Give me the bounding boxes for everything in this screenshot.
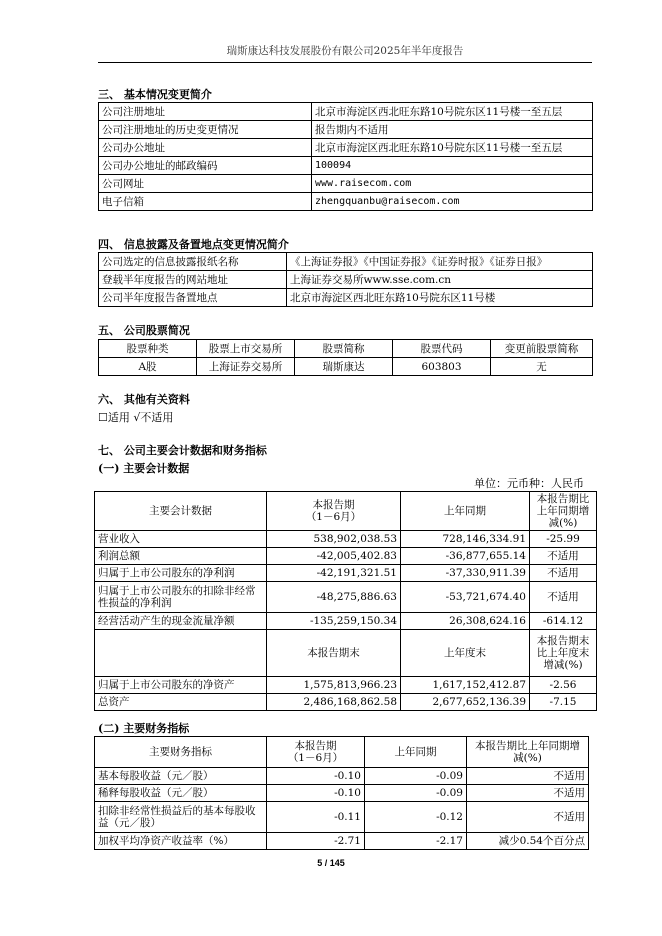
section-3-title: 三、 基本情况变更简介 — [98, 88, 212, 101]
value-cell: 瑞斯康达 — [295, 358, 393, 376]
disclosure-table — [98, 252, 593, 307]
value-cell: -37,330,911.39 — [401, 565, 530, 582]
table-row — [99, 139, 593, 157]
column-header: 上年度末 — [401, 630, 530, 677]
table-row — [99, 121, 593, 139]
value-cell: 减少0.54个百分点 — [467, 833, 589, 850]
label-cell: 公司半年度报告备置地点 — [99, 289, 287, 307]
table-row — [95, 613, 597, 630]
column-header: 本报告期比上年同期增减(%) — [467, 737, 589, 768]
value-cell: -2.71 — [267, 833, 365, 850]
table-row — [99, 358, 593, 376]
value-cell: -2.56 — [530, 677, 597, 694]
label-cell: 公司选定的信息披露报纸名称 — [99, 253, 287, 271]
column-header: 本报告期末比上年度末增减(%) — [530, 630, 597, 677]
value-cell: 北京市海淀区西北旺东路10号院东区11号楼 — [287, 289, 593, 307]
column-header: 股票代码 — [393, 340, 491, 358]
value-cell: 538,902,038.53 — [267, 531, 401, 548]
table-row — [99, 271, 593, 289]
section-5-title: 五、 公司股票简况 — [98, 324, 190, 337]
table-row — [95, 768, 589, 785]
value-cell: 2,677,652,136.39 — [401, 694, 530, 711]
value-cell: www.raisecom.com — [312, 175, 593, 193]
column-header: 本报告期 （1－6月） — [267, 737, 365, 768]
value-cell: 不适用 — [530, 582, 597, 613]
label-cell: 登载半年度报告的网站地址 — [99, 271, 287, 289]
section-6-title: 六、 其他有关资料 — [98, 393, 190, 406]
table-row — [95, 531, 597, 548]
value-cell: -2.17 — [365, 833, 467, 850]
value-cell: 不适用 — [530, 565, 597, 582]
basic-info-table — [98, 102, 593, 211]
value-cell: 报告期内不适用 — [312, 121, 593, 139]
value-cell: 上海证券交易所www.sse.com.cn — [287, 271, 593, 289]
label-cell: 公司注册地址的历史变更情况 — [99, 121, 312, 139]
value-cell: 北京市海淀区西北旺东路10号院东区11号楼一至五层 — [312, 103, 593, 121]
value-cell: 603803 — [393, 358, 491, 376]
table-row — [99, 289, 593, 307]
table-row — [99, 175, 593, 193]
label-cell: 基本每股收益（元／股） — [95, 768, 267, 785]
value-cell: -614.12 — [530, 613, 597, 630]
label-cell: 归属于上市公司股东的净资产 — [95, 677, 267, 694]
label-cell: 加权平均净资产收益率（%） — [95, 833, 267, 850]
page-header: 瑞斯康达科技发展股份有限公司2025年半年度报告 — [226, 45, 464, 57]
value-cell: -36,877,655.14 — [401, 548, 530, 565]
table-row — [95, 694, 597, 711]
table-row — [99, 157, 593, 175]
stock-table — [98, 339, 593, 376]
accounting-data-table — [94, 491, 597, 711]
value-cell: -0.11 — [267, 802, 365, 833]
value-cell: -48,275,886.63 — [267, 582, 401, 613]
label-cell: 营业收入 — [95, 531, 267, 548]
label-cell: 公司办公地址 — [99, 139, 312, 157]
column-header: 主要财务指标 — [95, 737, 267, 768]
value-cell: -42,191,321.51 — [267, 565, 401, 582]
label-cell: 利润总额 — [95, 548, 267, 565]
value-cell: -0.09 — [365, 768, 467, 785]
table-header-row — [95, 630, 597, 677]
table-row — [99, 103, 593, 121]
label-cell: 公司办公地址的邮政编码 — [99, 157, 312, 175]
value-cell: 2,486,168,862.58 — [267, 694, 401, 711]
table-row — [95, 785, 589, 802]
value-cell: -53,721,674.40 — [401, 582, 530, 613]
column-header: 变更前股票简称 — [491, 340, 593, 358]
value-cell: 1,617,152,412.87 — [401, 677, 530, 694]
column-header: 股票种类 — [99, 340, 197, 358]
header-rule — [98, 62, 592, 63]
value-cell: 1,575,813,966.23 — [267, 677, 401, 694]
value-cell: -0.12 — [365, 802, 467, 833]
table-row — [95, 548, 597, 565]
section-7-title: 七、 公司主要会计数据和财务指标 — [98, 444, 267, 457]
label-cell: 经营活动产生的现金流量净额 — [95, 613, 267, 630]
column-header: 本报告期比上年同期增减(%) — [530, 492, 597, 531]
value-cell: zhengquanbu@raisecom.com — [312, 193, 593, 211]
financial-indicators-table — [94, 736, 589, 850]
column-header: 上年同期 — [401, 492, 530, 531]
table-row — [99, 193, 593, 211]
value-cell: 《上海证券报》《中国证券报》《证券时报》《证券日报》 — [287, 253, 593, 271]
label-cell: 稀释每股收益（元／股） — [95, 785, 267, 802]
table-row — [99, 253, 593, 271]
label-cell: 归属于上市公司股东的净利润 — [95, 565, 267, 582]
page-number: 5 / 145 — [317, 858, 345, 868]
section-7-1-title: (一) 主要会计数据 — [98, 462, 190, 475]
value-cell: 不适用 — [467, 802, 589, 833]
label-cell: 公司网址 — [99, 175, 312, 193]
table-header-row — [99, 340, 593, 358]
value-cell: 不适用 — [530, 548, 597, 565]
label-cell: 归属于上市公司股东的扣除非经常性损益的净利润 — [95, 582, 267, 613]
value-cell: 26,308,624.16 — [401, 613, 530, 630]
table-row — [95, 582, 597, 613]
table-row — [95, 677, 597, 694]
value-cell: -25.99 — [530, 531, 597, 548]
label-cell: 扣除非经常性损益后的基本每股收益（元／股） — [95, 802, 267, 833]
section-6-options: ☐适用 √不适用 — [98, 411, 174, 424]
column-header: 股票简称 — [295, 340, 393, 358]
value-cell: 不适用 — [467, 768, 589, 785]
section-4-title: 四、 信息披露及备置地点变更情况简介 — [98, 238, 289, 251]
table-header-row — [95, 492, 597, 531]
value-cell: -42,005,402.83 — [267, 548, 401, 565]
value-cell: -7.15 — [530, 694, 597, 711]
value-cell: -0.09 — [365, 785, 467, 802]
label-cell: 总资产 — [95, 694, 267, 711]
value-cell: A股 — [99, 358, 197, 376]
table-row — [95, 565, 597, 582]
column-header: 本报告期末 — [267, 630, 401, 677]
value-cell: -135,259,150.34 — [267, 613, 401, 630]
table-row — [95, 802, 589, 833]
value-cell: 不适用 — [467, 785, 589, 802]
column-header: 本报告期 （1－6月） — [267, 492, 401, 531]
blank-cell — [95, 630, 267, 677]
value-cell: 北京市海淀区西北旺东路10号院东区11号楼一至五层 — [312, 139, 593, 157]
label-cell: 公司注册地址 — [99, 103, 312, 121]
column-header: 上年同期 — [365, 737, 467, 768]
value-cell: 上海证券交易所 — [197, 358, 295, 376]
unit-label: 单位：元币种：人民币 — [474, 477, 584, 490]
value-cell: -0.10 — [267, 768, 365, 785]
column-header: 股票上市交易所 — [197, 340, 295, 358]
value-cell: 无 — [491, 358, 593, 376]
value-cell: -0.10 — [267, 785, 365, 802]
table-header-row — [95, 737, 589, 768]
value-cell: 100094 — [312, 157, 593, 175]
table-row — [95, 833, 589, 850]
column-header: 主要会计数据 — [95, 492, 267, 531]
value-cell: 728,146,334.91 — [401, 531, 530, 548]
label-cell: 电子信箱 — [99, 193, 312, 211]
section-7-2-title: (二) 主要财务指标 — [98, 722, 190, 735]
